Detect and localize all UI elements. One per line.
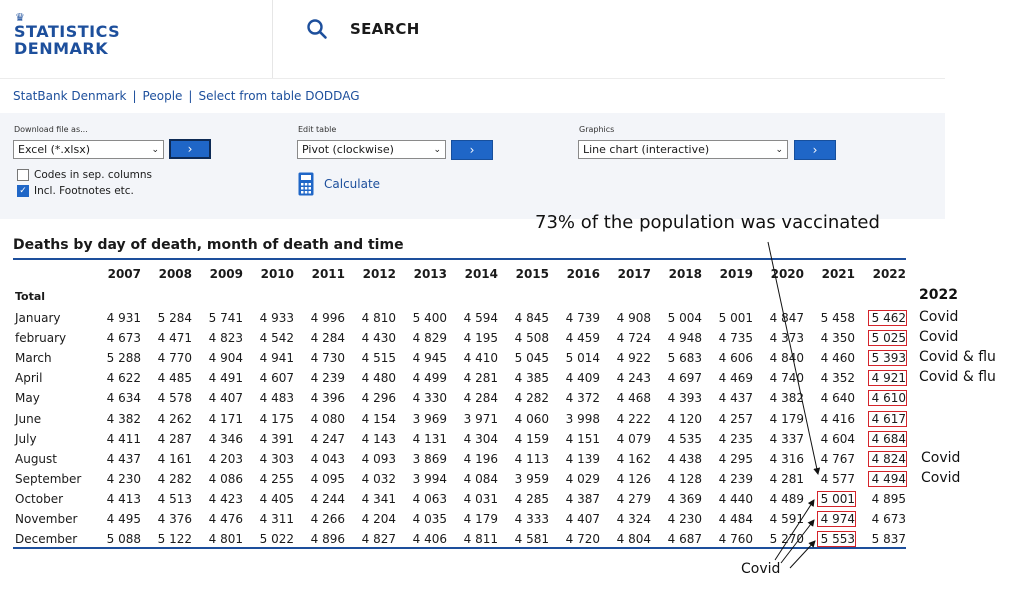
table-cell: 4 673 bbox=[106, 331, 141, 346]
note-annotation: Covid bbox=[919, 329, 959, 346]
table-cell: 5 400 bbox=[412, 311, 447, 325]
table-cell: 4 485 bbox=[157, 371, 192, 386]
table-cell: 4 296 bbox=[361, 391, 396, 406]
table-cell: 4 508 bbox=[514, 331, 549, 346]
table-cell: 5 393 bbox=[871, 351, 906, 366]
table-cell: 4 255 bbox=[259, 471, 294, 486]
table-cell: 4 684 bbox=[871, 431, 906, 446]
download-label: Download file as... bbox=[14, 125, 88, 134]
table-cell: 4 095 bbox=[310, 471, 345, 486]
table-cell: 4 139 bbox=[565, 451, 600, 466]
table-cell: 4 535 bbox=[667, 431, 702, 446]
table-cell: 5 553 bbox=[820, 532, 855, 547]
table-cell: 3 959 bbox=[514, 471, 549, 486]
breadcrumb-separator: | bbox=[132, 89, 137, 103]
table-cell: 4 295 bbox=[718, 451, 753, 466]
table-cell: 4 235 bbox=[718, 431, 753, 446]
table-cell: 4 469 bbox=[718, 371, 753, 386]
table-cell: 4 330 bbox=[412, 391, 447, 406]
table-cell: 4 594 bbox=[463, 311, 498, 325]
chevron-right-icon: › bbox=[469, 143, 475, 157]
table-cell: 4 687 bbox=[667, 532, 702, 547]
table-cell: 4 284 bbox=[310, 331, 345, 346]
pivot-value: Pivot (clockwise) bbox=[302, 143, 394, 156]
table-cell: 4 382 bbox=[769, 391, 804, 406]
table-cell: 4 131 bbox=[412, 431, 447, 446]
table-cell: 4 230 bbox=[667, 512, 702, 526]
table-cell: 5 001 bbox=[820, 491, 855, 506]
year-2022-annotation: 2022 bbox=[919, 287, 958, 303]
table-cell: 4 607 bbox=[259, 371, 294, 386]
table-cell: 4 542 bbox=[259, 331, 294, 346]
column-header-2012: 2012 bbox=[362, 267, 396, 281]
table-cell: 4 513 bbox=[157, 491, 192, 506]
column-header-2022: 2022 bbox=[872, 267, 906, 281]
table-cell: 4 230 bbox=[106, 471, 141, 486]
table-cell: 4 411 bbox=[106, 431, 141, 446]
table-cell: 3 869 bbox=[412, 451, 447, 466]
table-cell: 4 143 bbox=[361, 431, 396, 446]
table-cell: 5 741 bbox=[208, 311, 243, 325]
column-header-2015: 2015 bbox=[515, 267, 549, 281]
row-label-august: August bbox=[15, 451, 57, 466]
table-cell: 3 969 bbox=[412, 411, 447, 426]
table-cell: 5 001 bbox=[718, 311, 753, 325]
table-cell: 4 333 bbox=[514, 512, 549, 526]
table-cell: 5 045 bbox=[514, 351, 549, 366]
table-cell: 4 203 bbox=[208, 451, 243, 466]
table-cell: 4 239 bbox=[310, 371, 345, 386]
table-cell: 4 352 bbox=[820, 371, 855, 386]
table-cell: 4 581 bbox=[514, 532, 549, 547]
table-cell: 4 634 bbox=[106, 391, 141, 406]
table-cell: 4 080 bbox=[310, 411, 345, 426]
table-cell: 4 396 bbox=[310, 391, 345, 406]
table-cell: 4 430 bbox=[361, 331, 396, 346]
graphics-label: Graphics bbox=[579, 125, 615, 134]
row-label-december: December bbox=[15, 532, 78, 547]
table-cell: 4 410 bbox=[463, 351, 498, 366]
table-cell: 4 407 bbox=[208, 391, 243, 406]
row-label-november: November bbox=[15, 512, 78, 526]
table-cell: 4 084 bbox=[463, 471, 498, 486]
calculate-label: Calculate bbox=[324, 177, 381, 191]
table-cell: 4 391 bbox=[259, 431, 294, 446]
table-cell: 4 159 bbox=[514, 431, 549, 446]
table-cell: 4 437 bbox=[106, 451, 141, 466]
table-cell: 4 617 bbox=[871, 411, 906, 426]
note-annotation: Covid bbox=[919, 309, 959, 325]
table-cell: 4 460 bbox=[820, 351, 855, 366]
table-cell: 4 895 bbox=[871, 491, 906, 506]
table-cell: 4 804 bbox=[616, 532, 651, 547]
covid-arrow-october bbox=[775, 500, 814, 560]
chevron-down-icon: ⌄ bbox=[775, 144, 783, 155]
table-cell: 4 247 bbox=[310, 431, 345, 446]
table-cell: 5 270 bbox=[769, 532, 804, 547]
row-label-june: June bbox=[15, 411, 42, 426]
table-cell: 4 697 bbox=[667, 371, 702, 386]
table-cell: 3 998 bbox=[565, 411, 600, 426]
table-cell: 4 405 bbox=[259, 491, 294, 506]
table-cell: 4 760 bbox=[718, 532, 753, 547]
table-cell: 4 933 bbox=[259, 311, 294, 325]
table-cell: 4 407 bbox=[565, 512, 600, 526]
table-cell: 4 811 bbox=[463, 532, 498, 547]
note-annotation: Covid bbox=[921, 449, 961, 466]
table-cell: 4 303 bbox=[259, 451, 294, 466]
table-cell: 4 484 bbox=[718, 512, 753, 526]
table-cell: 4 423 bbox=[208, 491, 243, 506]
table-cell: 4 437 bbox=[718, 391, 753, 406]
table-cell: 4 093 bbox=[361, 451, 396, 466]
table-cell: 4 304 bbox=[463, 431, 498, 446]
table-cell: 4 606 bbox=[718, 351, 753, 366]
covid-arrow-december bbox=[790, 541, 815, 568]
table-cell: 4 622 bbox=[106, 371, 141, 386]
row-label-january: January bbox=[15, 311, 61, 325]
table-cell: 4 931 bbox=[106, 311, 141, 325]
table-cell: 4 499 bbox=[412, 371, 447, 386]
table-cell: 4 372 bbox=[565, 391, 600, 406]
table-cell: 4 287 bbox=[157, 431, 192, 446]
breadcrumb-separator: | bbox=[188, 89, 193, 103]
table-cell: 4 035 bbox=[412, 512, 447, 526]
column-header-2010: 2010 bbox=[260, 267, 294, 281]
table-cell: 4 151 bbox=[565, 431, 600, 446]
table-cell: 4 279 bbox=[616, 491, 651, 506]
note-annotation: Covid & flu bbox=[919, 349, 996, 366]
table-cell: 4 154 bbox=[361, 411, 396, 426]
chevron-down-icon: ⌄ bbox=[151, 144, 159, 155]
table-cell: 4 468 bbox=[616, 391, 651, 406]
table-cell: 4 610 bbox=[871, 391, 906, 406]
table-cell: 4 324 bbox=[616, 512, 651, 526]
table-cell: 5 122 bbox=[157, 532, 192, 547]
table-cell: 4 823 bbox=[208, 331, 243, 346]
table-cell: 4 060 bbox=[514, 411, 549, 426]
table-cell: 4 369 bbox=[667, 491, 702, 506]
row-label-total: Total bbox=[15, 290, 46, 303]
table-cell: 4 043 bbox=[310, 451, 345, 466]
table-cell: 4 266 bbox=[310, 512, 345, 526]
table-cell: 4 413 bbox=[106, 491, 141, 506]
table-cell: 4 113 bbox=[514, 451, 549, 466]
table-cell: 5 683 bbox=[667, 351, 702, 366]
checkbox-label: Codes in sep. columns bbox=[34, 169, 152, 181]
table-cell: 4 735 bbox=[718, 331, 753, 346]
table-cell: 4 337 bbox=[769, 431, 804, 446]
checkbox-label: Incl. Footnotes etc. bbox=[34, 185, 134, 197]
table-cell: 4 284 bbox=[463, 391, 498, 406]
covid-bottom-annotation: Covid bbox=[741, 561, 781, 577]
table-cell: 4 824 bbox=[871, 451, 906, 466]
table-cell: 4 161 bbox=[157, 451, 192, 466]
column-header-2011: 2011 bbox=[311, 267, 345, 281]
table-cell: 4 810 bbox=[361, 311, 396, 325]
table-cell: 4 179 bbox=[769, 411, 804, 426]
column-header-2016: 2016 bbox=[566, 267, 600, 281]
table-cell: 4 827 bbox=[361, 532, 396, 547]
row-label-may: May bbox=[15, 391, 40, 406]
column-header-2007: 2007 bbox=[107, 267, 141, 281]
table-cell: 4 847 bbox=[769, 311, 804, 325]
covid-arrow-november bbox=[781, 520, 814, 563]
table-cell: 4 282 bbox=[157, 471, 192, 486]
table-cell: 4 341 bbox=[361, 491, 396, 506]
table-cell: 4 387 bbox=[565, 491, 600, 506]
table-cell: 4 406 bbox=[412, 532, 447, 547]
table-cell: 4 591 bbox=[769, 512, 804, 526]
table-cell: 5 288 bbox=[106, 351, 141, 366]
chevron-right-icon: › bbox=[812, 143, 818, 157]
chevron-down-icon: ⌄ bbox=[433, 144, 441, 155]
row-label-april: April bbox=[15, 371, 43, 386]
table-cell: 4 126 bbox=[616, 471, 651, 486]
table-cell: 5 025 bbox=[871, 331, 906, 346]
table-cell: 4 739 bbox=[565, 311, 600, 325]
logo-line2: DENMARK bbox=[14, 39, 109, 58]
column-header-2017: 2017 bbox=[617, 267, 651, 281]
table-cell: 3 971 bbox=[463, 411, 498, 426]
column-header-2008: 2008 bbox=[158, 267, 192, 281]
table-cell: 4 801 bbox=[208, 532, 243, 547]
table-cell: 4 996 bbox=[310, 311, 345, 325]
table-cell: 4 350 bbox=[820, 331, 855, 346]
table-cell: 4 382 bbox=[106, 411, 141, 426]
column-header-2019: 2019 bbox=[719, 267, 753, 281]
table-cell: 5 004 bbox=[667, 311, 702, 325]
table-cell: 4 922 bbox=[616, 351, 651, 366]
table-cell: 4 346 bbox=[208, 431, 243, 446]
table-cell: 4 640 bbox=[820, 391, 855, 406]
table-cell: 5 462 bbox=[871, 311, 906, 325]
vaccination-annotation: 73% of the population was vaccinated bbox=[535, 212, 880, 233]
table-cell: 4 393 bbox=[667, 391, 702, 406]
table-cell: 4 440 bbox=[718, 491, 753, 506]
table-cell: 4 604 bbox=[820, 431, 855, 446]
table-cell: 3 994 bbox=[412, 471, 447, 486]
table-cell: 4 175 bbox=[259, 411, 294, 426]
table-cell: 4 195 bbox=[463, 331, 498, 346]
table-cell: 4 257 bbox=[718, 411, 753, 426]
table-cell: 5 014 bbox=[565, 351, 600, 366]
column-header-2020: 2020 bbox=[770, 267, 804, 281]
table-cell: 4 945 bbox=[412, 351, 447, 366]
table-cell: 4 840 bbox=[769, 351, 804, 366]
edit-table-label: Edit table bbox=[298, 125, 337, 134]
row-label-september: September bbox=[15, 471, 82, 486]
table-cell: 4 673 bbox=[871, 512, 906, 526]
table-cell: 4 740 bbox=[769, 371, 804, 386]
table-cell: 4 244 bbox=[310, 491, 345, 506]
table-cell: 4 476 bbox=[208, 512, 243, 526]
table-cell: 4 063 bbox=[412, 491, 447, 506]
table-cell: 5 022 bbox=[259, 532, 294, 547]
table-cell: 5 458 bbox=[820, 311, 855, 325]
search-label: SEARCH bbox=[350, 20, 420, 38]
table-cell: 4 239 bbox=[718, 471, 753, 486]
table-cell: 4 031 bbox=[463, 491, 498, 506]
table-cell: 4 483 bbox=[259, 391, 294, 406]
table-cell: 4 171 bbox=[208, 411, 243, 426]
table-cell: 4 373 bbox=[769, 331, 804, 346]
table-cell: 4 921 bbox=[871, 371, 906, 386]
table-cell: 4 494 bbox=[871, 471, 906, 486]
table-cell: 4 385 bbox=[514, 371, 549, 386]
breadcrumb-statbank[interactable]: StatBank Denmark bbox=[13, 89, 127, 103]
table-cell: 4 845 bbox=[514, 311, 549, 325]
table-cell: 4 495 bbox=[106, 512, 141, 526]
vaccination-arrow bbox=[768, 242, 818, 474]
table-cell: 4 086 bbox=[208, 471, 243, 486]
table-cell: 4 262 bbox=[157, 411, 192, 426]
table-cell: 4 904 bbox=[208, 351, 243, 366]
table-cell: 4 896 bbox=[310, 532, 345, 547]
table-cell: 4 311 bbox=[259, 512, 294, 526]
chevron-right-icon: › bbox=[187, 142, 193, 156]
table-cell: 4 079 bbox=[616, 431, 651, 446]
table-cell: 4 409 bbox=[565, 371, 600, 386]
table-cell: 4 243 bbox=[616, 371, 651, 386]
table-cell: 4 974 bbox=[820, 512, 855, 526]
table-cell: 4 128 bbox=[667, 471, 702, 486]
table-cell: 4 577 bbox=[820, 471, 855, 486]
breadcrumb-select-table[interactable]: Select from table DODDAG bbox=[198, 89, 360, 103]
table-cell: 4 162 bbox=[616, 451, 651, 466]
crown-icon: ♛ bbox=[15, 11, 25, 24]
table-cell: 4 489 bbox=[769, 491, 804, 506]
table-cell: 4 941 bbox=[259, 351, 294, 366]
note-annotation: Covid bbox=[921, 469, 961, 486]
table-cell: 4 471 bbox=[157, 331, 192, 346]
table-cell: 4 376 bbox=[157, 512, 192, 526]
row-label-march: March bbox=[15, 351, 52, 366]
table-title: Deaths by day of death, month of death and time bbox=[13, 237, 404, 253]
row-label-october: October bbox=[15, 491, 64, 506]
column-header-2018: 2018 bbox=[668, 267, 702, 281]
table-cell: 5 284 bbox=[157, 311, 192, 325]
checkbox-box-checked[interactable]: ✓ bbox=[17, 185, 29, 197]
table-cell: 4 770 bbox=[157, 351, 192, 366]
table-cell: 4 515 bbox=[361, 351, 396, 366]
table-cell: 4 281 bbox=[769, 471, 804, 486]
table-cell: 4 829 bbox=[412, 331, 447, 346]
table-cell: 4 948 bbox=[667, 331, 702, 346]
table-cell: 4 204 bbox=[361, 512, 396, 526]
breadcrumb-people[interactable]: People bbox=[142, 89, 183, 103]
table-cell: 4 724 bbox=[616, 331, 651, 346]
table-cell: 4 029 bbox=[565, 471, 600, 486]
logo-line1: STATISTICS bbox=[14, 22, 121, 41]
table-cell: 4 720 bbox=[565, 532, 600, 547]
column-header-2013: 2013 bbox=[413, 267, 447, 281]
column-header-2014: 2014 bbox=[464, 267, 498, 281]
table-cell: 4 282 bbox=[514, 391, 549, 406]
table-cell: 4 285 bbox=[514, 491, 549, 506]
table-cell: 4 491 bbox=[208, 371, 243, 386]
download-format-value: Excel (*.xlsx) bbox=[18, 143, 91, 156]
table-cell: 4 120 bbox=[667, 411, 702, 426]
table-cell: 4 908 bbox=[616, 311, 651, 325]
table-cell: 4 316 bbox=[769, 451, 804, 466]
table-cell: 5 837 bbox=[871, 532, 906, 547]
column-header-2009: 2009 bbox=[209, 267, 243, 281]
row-label-july: July bbox=[15, 431, 37, 446]
table-cell: 4 578 bbox=[157, 391, 192, 406]
column-header-2021: 2021 bbox=[821, 267, 855, 281]
graphics-value: Line chart (interactive) bbox=[583, 143, 710, 156]
table-cell: 4 179 bbox=[463, 512, 498, 526]
table-cell: 4 730 bbox=[310, 351, 345, 366]
table-cell: 4 416 bbox=[820, 411, 855, 426]
row-label-february: february bbox=[15, 331, 67, 346]
note-annotation: Covid & flu bbox=[919, 369, 996, 386]
table-cell: 4 459 bbox=[565, 331, 600, 346]
table-cell: 4 480 bbox=[361, 371, 396, 386]
table-cell: 4 281 bbox=[463, 371, 498, 386]
table-cell: 4 438 bbox=[667, 451, 702, 466]
table-cell: 4 196 bbox=[463, 451, 498, 466]
table-cell: 4 767 bbox=[820, 451, 855, 466]
table-cell: 4 222 bbox=[616, 411, 651, 426]
table-cell: 5 088 bbox=[106, 532, 141, 547]
table-cell: 4 032 bbox=[361, 471, 396, 486]
